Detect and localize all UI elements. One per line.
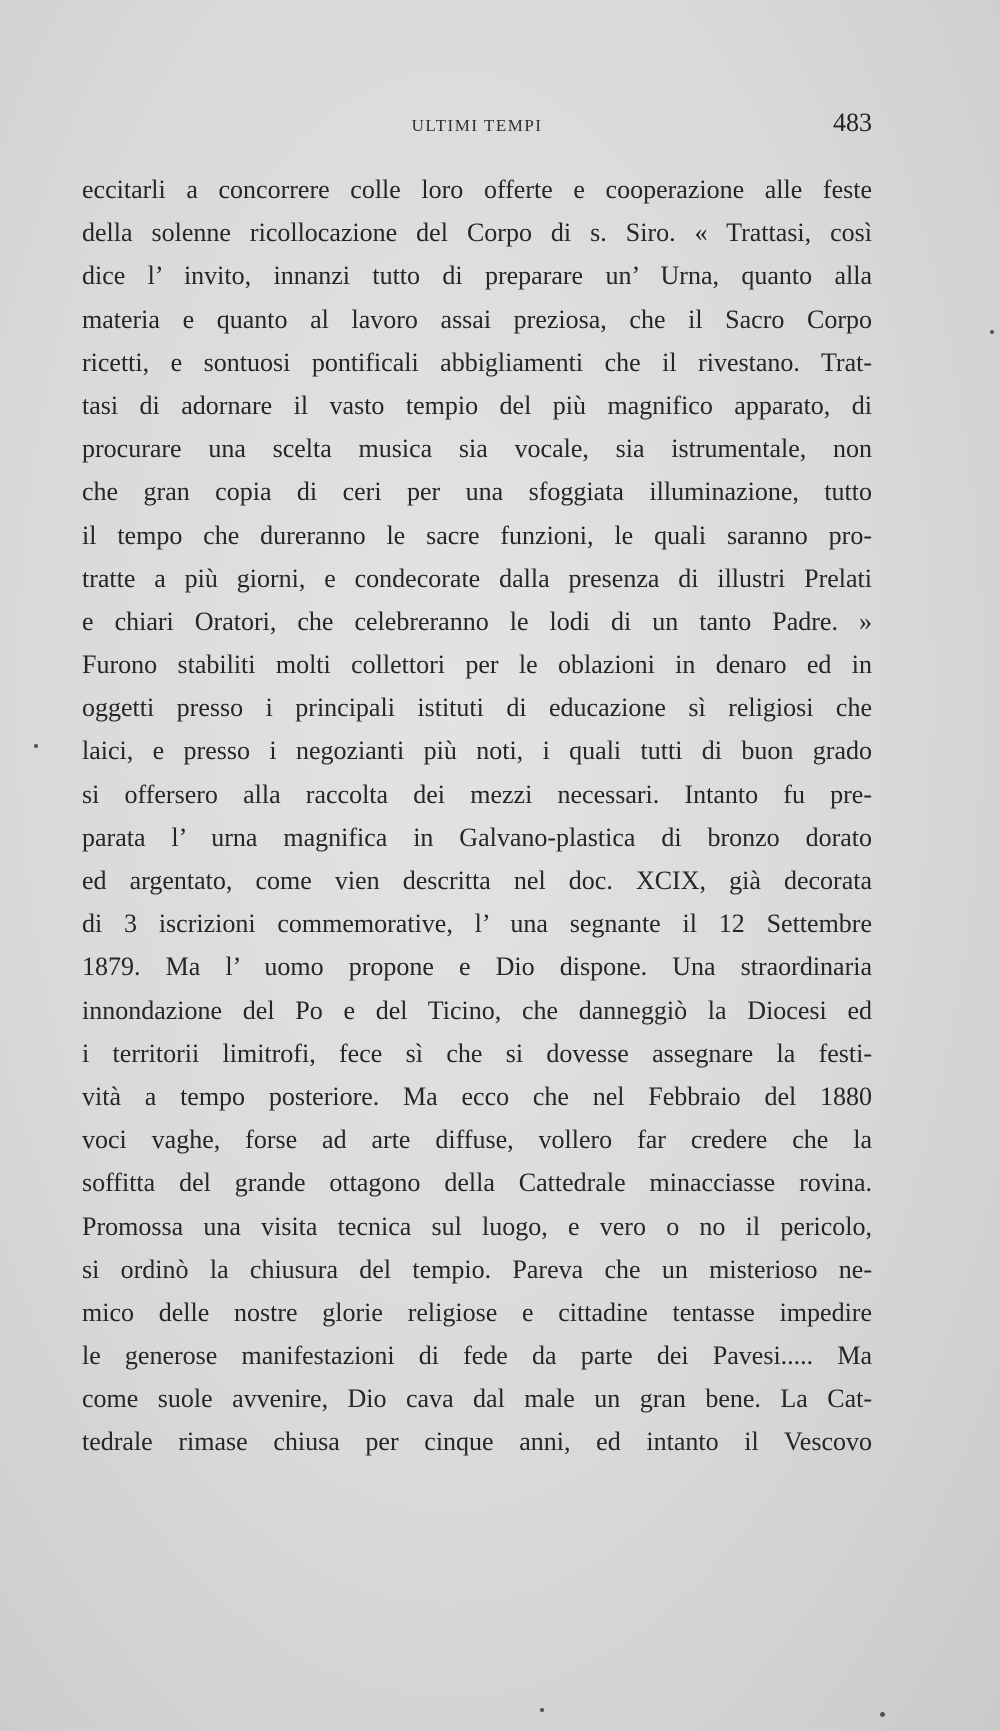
text-line: di 3 iscrizioni commemorative, l’ una segnante il 12 Settembre [82,909,872,939]
text-line: mico delle nostre glorie religiose e cittadine tentasse impedire [82,1297,872,1327]
text-line: le generose manifestazioni di fede da parte dei Pavesi..... Ma [82,1341,872,1371]
page-number: 483 [833,108,872,137]
text-line: laici, e presso i negozianti più noti, i quali tutti di buon grado [82,736,872,766]
text-line: voci vaghe, forse ad arte diffuse, vollero far credere che la [82,1125,872,1155]
text-line: materia e quanto al lavoro assai preziosa, che il Sacro Corpo [82,304,872,334]
text-line: dice l’ invito, innanzi tutto di preparare un’ Urna, quanto alla [82,261,872,291]
text-line: Promossa una visita tecnica sul luogo, e vero o no il pericolo, [82,1211,872,1241]
text-line: ricetti, e sontuosi pontificali abbigliamenti che il rivestano. Trat- [82,347,872,377]
text-line: procurare una scelta musica sia vocale, sia istrumentale, non [82,434,872,464]
text-line: tasi di adornare il vasto tempio del più magnifico apparato, di [82,390,872,420]
text-line: e chiari Oratori, che celebreranno le lodi di un tanto Padre. » [82,606,872,636]
text-line: si ordinò la chiusura del tempio. Pareva che un misterioso ne- [82,1254,872,1284]
text-line: si offersero alla raccolta dei mezzi necessari. Intanto fu pre- [82,779,872,809]
paper-speck [34,744,38,748]
paper-speck [990,330,994,334]
running-head: ULTIMI TEMPI [411,116,543,135]
text-line: 1879. Ma l’ uomo propone e Dio dispone. Una straordinaria [82,952,872,982]
text-line: i territorii limitrofi, fece sì che si dovesse assegnare la festi- [82,1038,872,1068]
text-line: tedrale rimase chiusa per cinque anni, ed intanto il Vescovo [82,1427,872,1457]
text-line: parata l’ urna magnifica in Galvano-plastica di bronzo dorato [82,822,872,852]
text-line: vità a tempo posteriore. Ma ecco che nel Febbraio del 1880 [82,1081,872,1111]
text-line: che gran copia di ceri per una sfoggiata illuminazione, tutto [82,477,872,507]
text-line: il tempo che dureranno le sacre funzioni, le quali saranno pro- [82,520,872,550]
text-line: tratte a più giorni, e condecorate dalla presenza di illustri Prelati [82,563,872,593]
body-text [82,168,872,1464]
text-line: Furono stabiliti molti collettori per le oblazioni in denaro ed in [82,650,872,680]
text-line: soffitta del grande ottagono della Cattedrale minacciasse rovina. [82,1168,872,1198]
paper-speck [540,1708,544,1712]
text-line: eccitarli a concorrere colle loro offerte e cooperazione alle feste [82,175,872,204]
text-line: come suole avvenire, Dio cava dal male un gran bene. La Cat- [82,1384,872,1414]
paper-speck [880,1712,885,1717]
page-header [82,108,872,148]
text-line: oggetti presso i principali istituti di educazione sì religiosi che [82,693,872,723]
text-line: ed argentato, come vien descritta nel doc. XCIX, già decorata [82,866,872,895]
text-line: della solenne ricollocazione del Corpo di s. Siro. « Trattasi, così [82,218,872,248]
text-line: innondazione del Po e del Ticino, che danneggiò la Diocesi ed [82,995,872,1025]
